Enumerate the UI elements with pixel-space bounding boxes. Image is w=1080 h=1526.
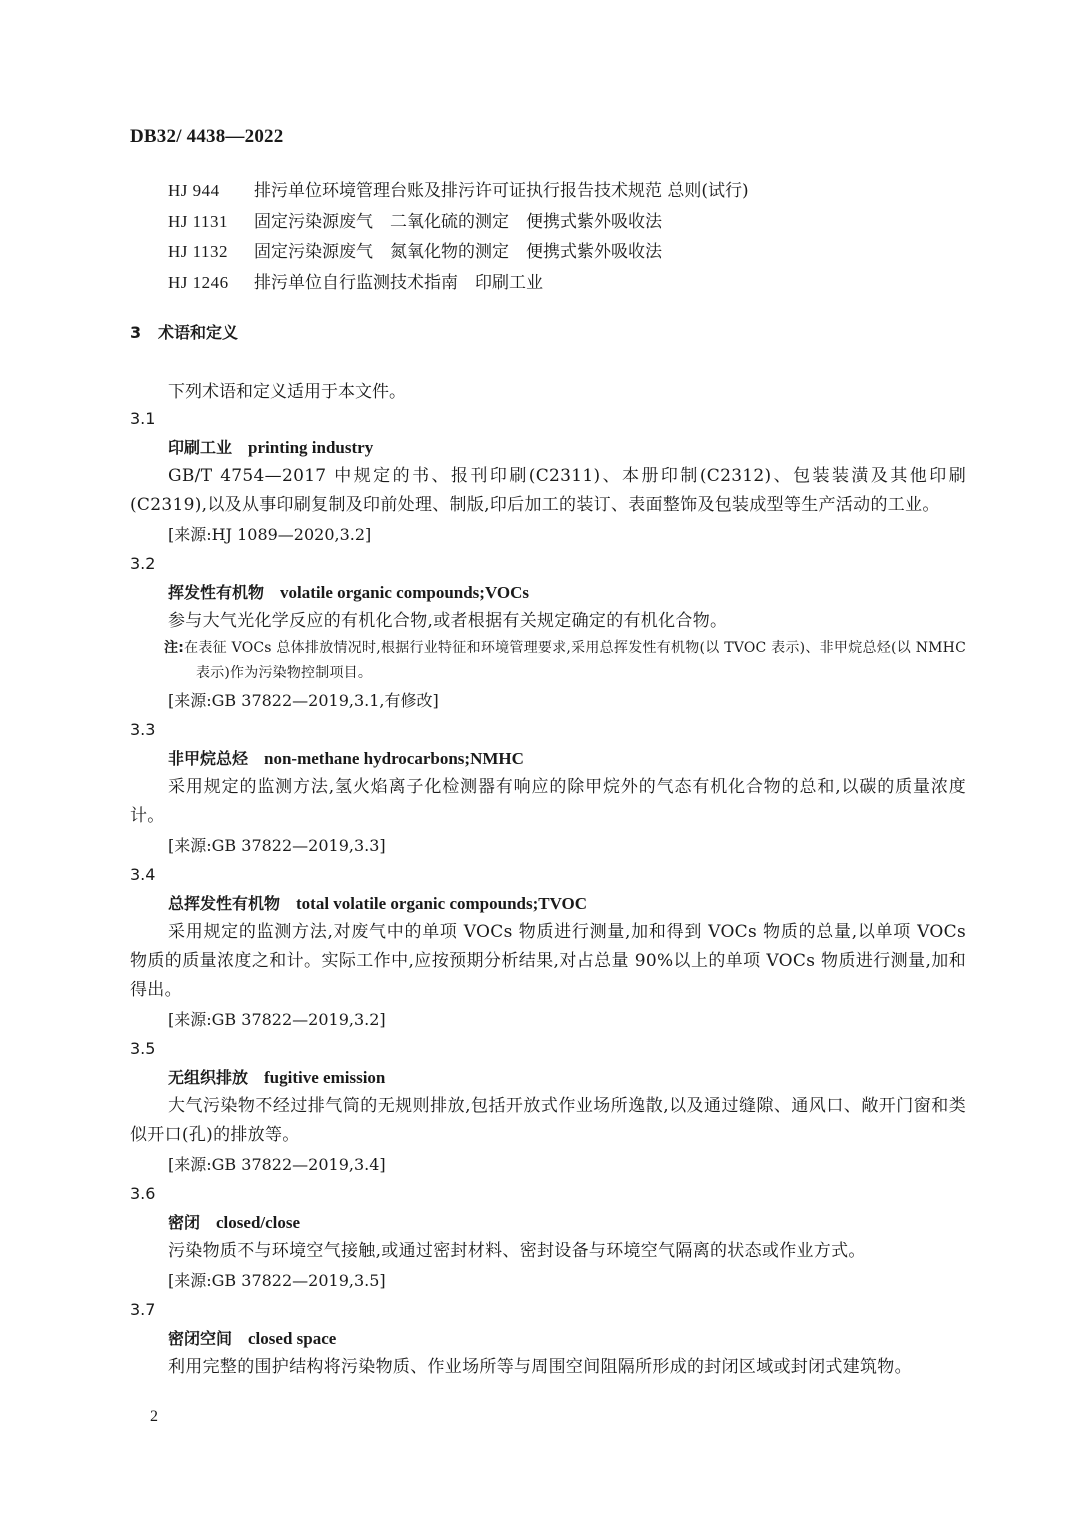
term-title — [130, 744, 966, 773]
term-title — [130, 1208, 966, 1237]
note-label: 注: — [164, 640, 185, 656]
term-definition: GB/T 4754—2017 中规定的书、报刊印刷(C2311)、本册印制(C2312)、包装装潢及其他印刷(C2319),以及从事印刷复制及印前处理、制版,印后加工的装订、表面整饰及包装成型等生产活动的工业。 — [130, 466, 966, 515]
term-name-zh: 总挥发性有机物 — [168, 894, 281, 913]
term-number: 3.6 — [130, 1184, 156, 1203]
term-entry — [130, 405, 966, 550]
section-number: 3 — [130, 323, 142, 342]
term-name-zh: 密闭空间 — [168, 1329, 233, 1348]
term-entry — [130, 550, 966, 716]
term-number: 3.5 — [130, 1039, 156, 1058]
term-definition: 参与大气光化学反应的有机化合物,或者根据有关规定确定的有机化合物。 — [168, 611, 728, 631]
term-source: [来源:GB 37822—2019,3.1,有修改] — [168, 691, 439, 710]
reference-title: 固定污染源废气 二氧化硫的测定 便携式紫外吸收法 — [254, 211, 662, 232]
term-name-en: volatile organic compounds;VOCs — [280, 583, 530, 602]
reference-item — [168, 268, 749, 299]
reference-item — [168, 176, 749, 207]
term-number: 3.2 — [130, 554, 156, 573]
term-definition: 大气污染物不经过排气筒的无规则排放,包括开放式作业场所逸散,以及通过缝隙、通风口、敞开门窗和类似开口(孔)的排放等。 — [130, 1096, 966, 1145]
term-entry — [130, 716, 966, 861]
reference-title: 固定污染源废气 氮氧化物的测定 便携式紫外吸收法 — [254, 242, 662, 262]
reference-item — [168, 207, 749, 238]
term-entry — [130, 1035, 966, 1180]
reference-code: HJ 1246 — [168, 272, 229, 292]
term-definition: 污染物质不与环境空气接触,或通过密封材料、密封设备与环境空气隔离的状态或作业方式。 — [168, 1241, 866, 1261]
document-code: DB32/ 4438—2022 — [130, 126, 284, 147]
normative-references-list — [168, 176, 749, 298]
term-name-en: closed space — [248, 1329, 337, 1348]
reference-title: 排污单位自行监测技术指南 印刷工业 — [254, 272, 543, 293]
term-entry — [130, 861, 966, 1035]
term-source: [来源:GB 37822—2019,3.5] — [168, 1271, 386, 1290]
term-definition: 采用规定的监测方法,对废气中的单项 VOCs 物质进行测量,加和得到 VOCs 物质的总量,以单项 VOCs 物质的质量浓度之和计。实际工作中,应按预期分析结果,对占总量 90%以上的单项 VOCs 物质进行测量,加和得出。 — [130, 922, 966, 1000]
term-title — [130, 1324, 966, 1353]
reference-title: 排污单位环境管理台账及排污许可证执行报告技术规范 总则(试行) — [254, 181, 749, 201]
term-source: [来源:GB 37822—2019,3.2] — [168, 1010, 386, 1029]
term-title — [130, 1063, 966, 1092]
term-number: 3.3 — [130, 720, 156, 739]
term-title — [130, 578, 966, 607]
term-definition: 利用完整的围护结构将污染物质、作业场所等与周围空间阻隔所形成的封闭区域或封闭式建筑物。 — [168, 1357, 912, 1377]
term-entry — [130, 1296, 966, 1382]
term-name-en: printing industry — [248, 438, 374, 457]
term-definition: 采用规定的监测方法,氢火焰离子化检测器有响应的除甲烷外的气态有机化合物的总和,以碳的质量浓度计。 — [130, 777, 966, 826]
term-entry — [130, 1180, 966, 1296]
term-name-en: non-methane hydrocarbons;NMHC — [264, 749, 524, 768]
reference-code: HJ 1132 — [168, 242, 229, 261]
term-title — [130, 889, 966, 918]
reference-item — [168, 237, 749, 268]
section-intro: 下列术语和定义适用于本文件。 — [168, 382, 406, 402]
term-number: 3.1 — [130, 409, 156, 428]
term-name-en: closed/close — [216, 1213, 301, 1232]
note-text: 在表征 VOCs 总体排放情况时,根据行业特征和环境管理要求,采用总挥发性有机物(以 TVOC 表示)、非甲烷总烃(以 NMHC 表示)作为污染物控制项目。 — [184, 640, 966, 681]
terms-list — [130, 405, 966, 1382]
term-name-zh: 密闭 — [168, 1213, 201, 1232]
term-name-en: fugitive emission — [264, 1068, 386, 1087]
term-name-zh: 无组织排放 — [168, 1068, 249, 1087]
term-name-en: total volatile organic compounds;TVOC — [296, 894, 588, 913]
term-source: [来源:GB 37822—2019,3.3] — [168, 836, 386, 855]
term-name-zh: 挥发性有机物 — [168, 583, 265, 602]
page-number: 2 — [150, 1408, 158, 1425]
term-title — [130, 433, 966, 462]
term-note — [130, 636, 966, 686]
section-title: 术语和定义 — [158, 323, 239, 342]
term-source: [来源:HJ 1089—2020,3.2] — [168, 525, 372, 544]
term-source: [来源:GB 37822—2019,3.4] — [168, 1155, 386, 1174]
section-heading — [130, 320, 238, 343]
term-number: 3.4 — [130, 865, 156, 884]
term-number: 3.7 — [130, 1300, 156, 1319]
term-name-zh: 非甲烷总烃 — [168, 749, 249, 768]
reference-code: HJ 1131 — [168, 211, 229, 231]
term-name-zh: 印刷工业 — [168, 438, 233, 457]
reference-code: HJ 944 — [168, 181, 220, 200]
